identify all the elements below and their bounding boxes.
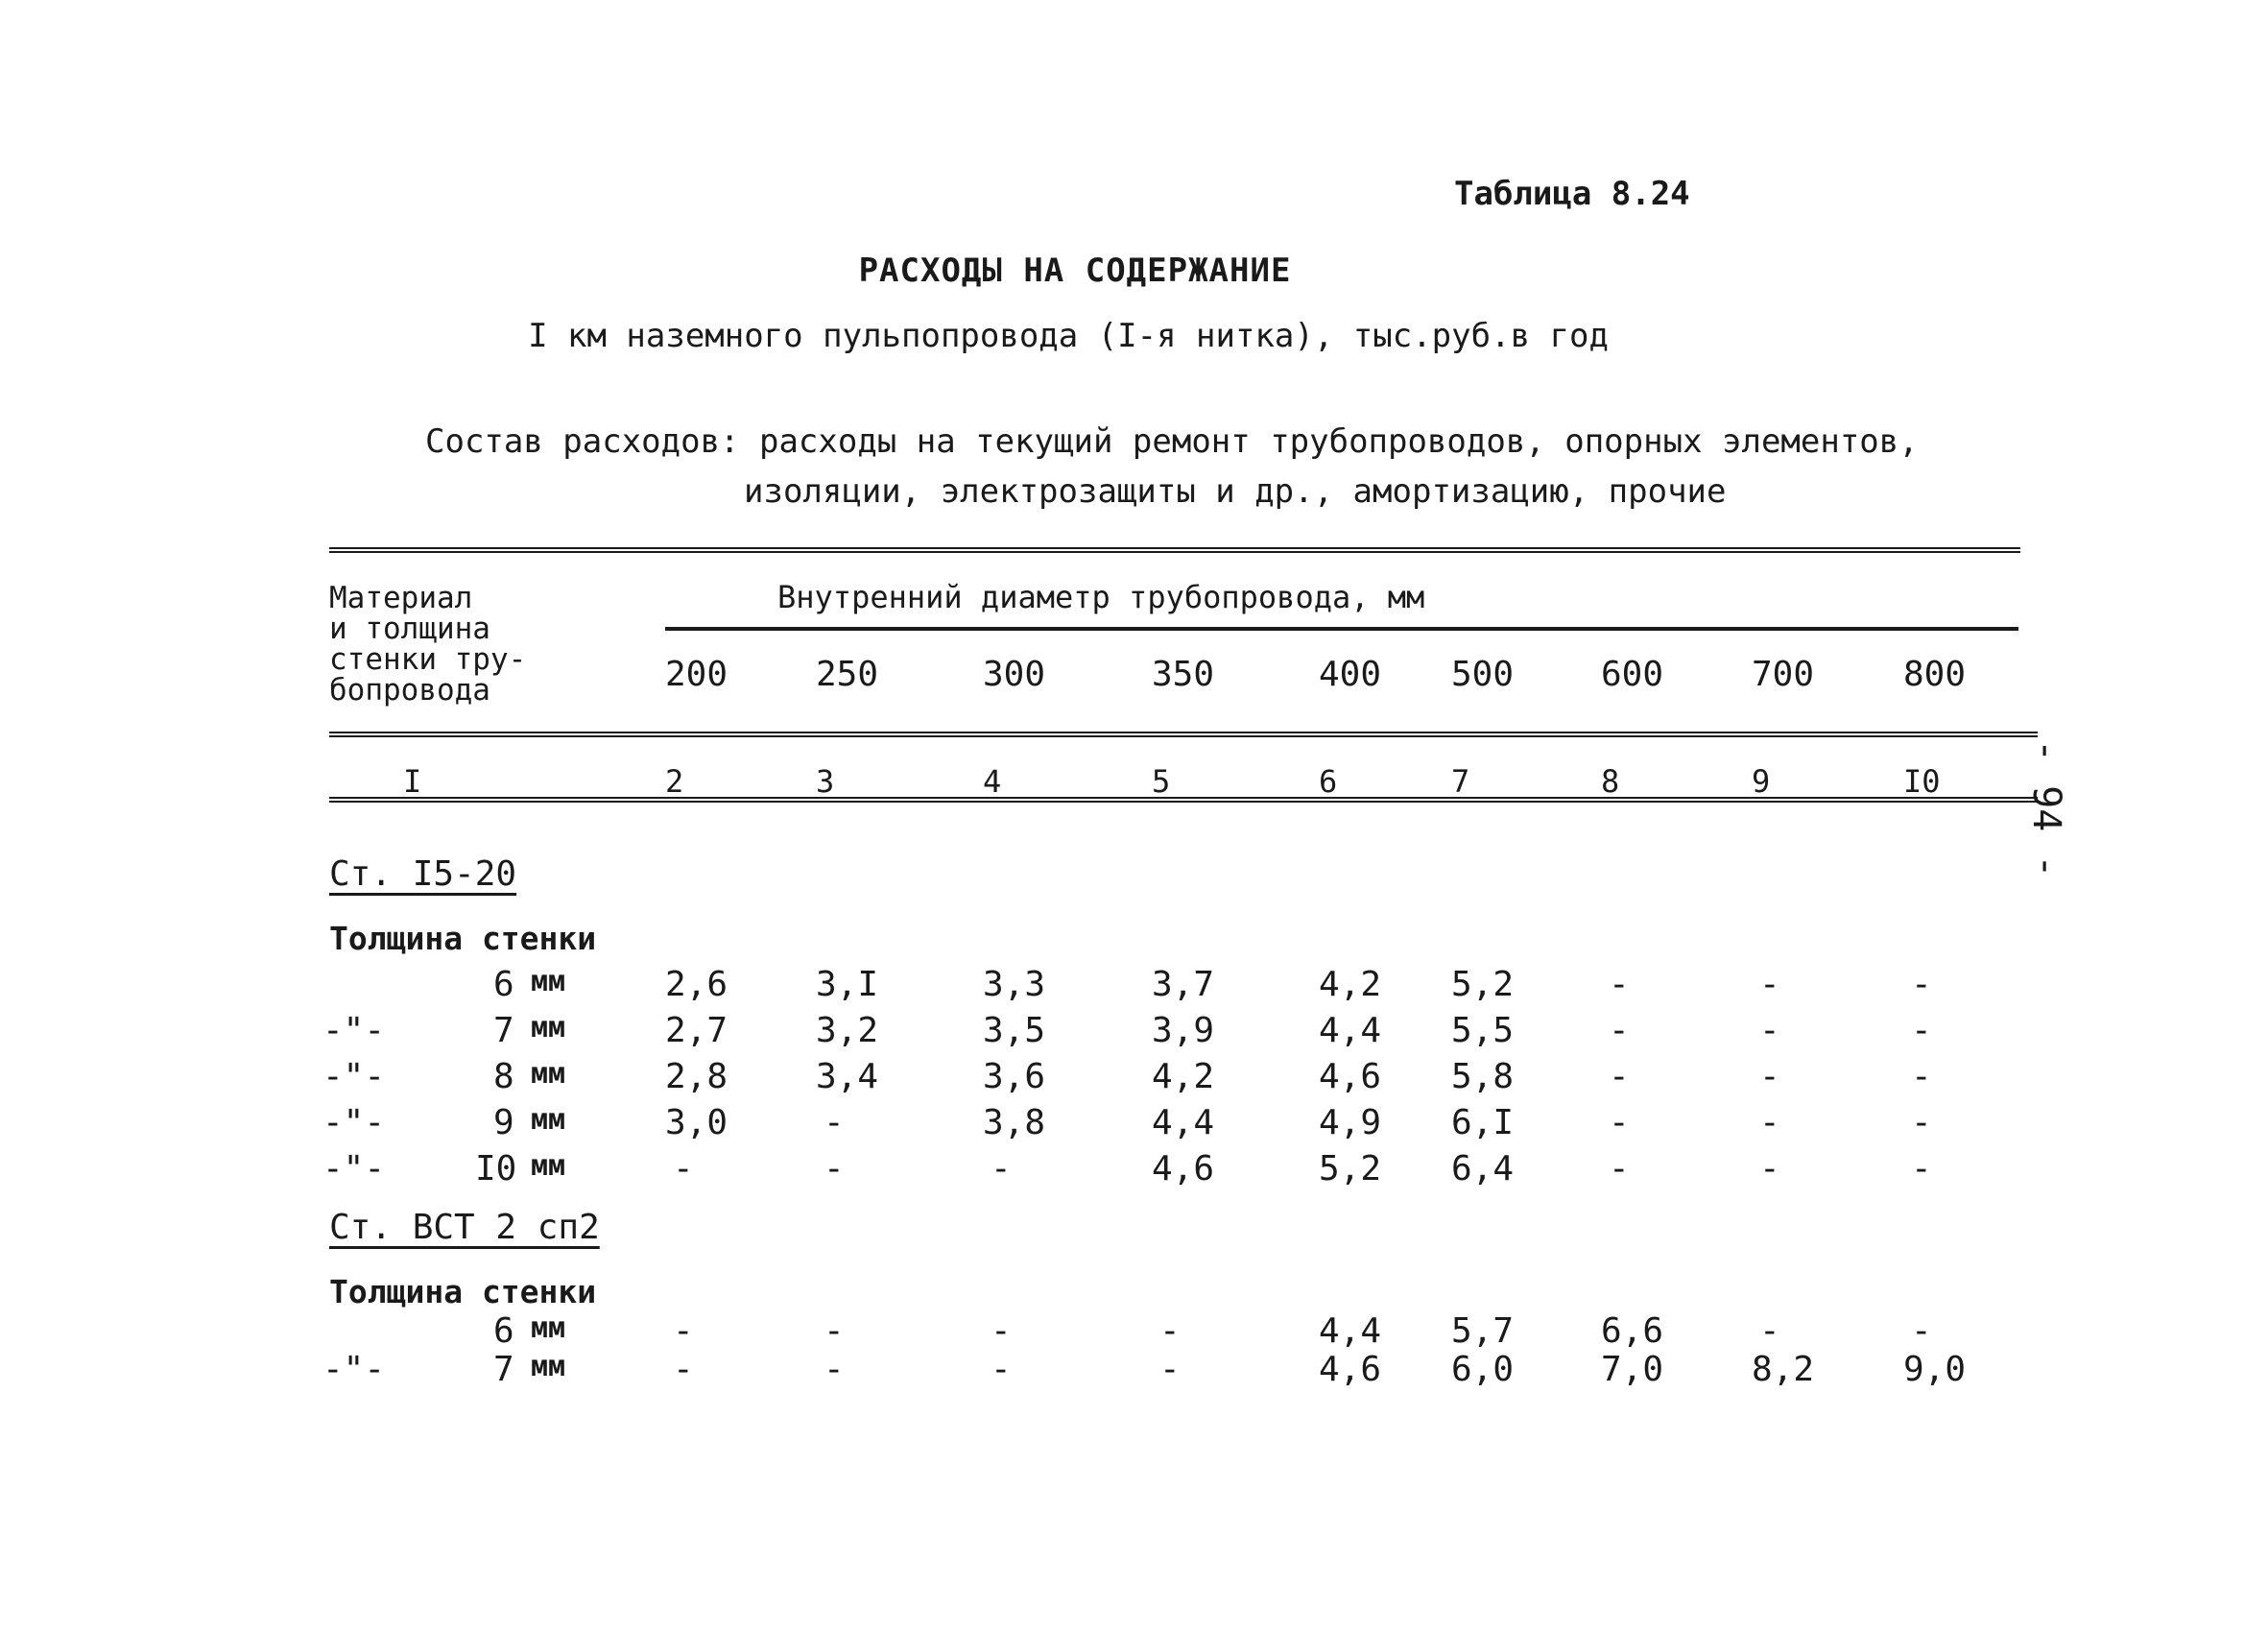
column-number-8: 8 [1601,763,1620,800]
table-title: РАСХОДЫ НА СОДЕРЖАНИЕ [858,252,1292,290]
table-cell: 6,6 [1601,1311,1664,1351]
column-number-1: I [403,763,422,800]
page-number: - 94 - [2024,739,2068,878]
table-cell: - [824,1350,845,1389]
table-cell: 6,I [1451,1103,1515,1142]
table-cell: - [1609,1057,1630,1096]
thickness-unit: мм [531,1149,566,1183]
column-number-10: I0 [1903,763,1941,800]
table-cell: 6,0 [1451,1350,1515,1389]
table-cell: - [1759,1149,1780,1189]
table-cell: - [673,1350,694,1389]
ditto-mark: -"- [322,1011,386,1050]
table-cell: 5,5 [1451,1011,1515,1050]
table-cell: - [1759,1011,1780,1050]
material-header-line-4: бопровода [329,673,490,708]
diameter-800: 800 [1903,655,1967,694]
table-cell: 3,I [816,965,879,1004]
table-cell: 7,0 [1601,1350,1664,1389]
table-cell: - [1159,1350,1181,1389]
ditto-mark: -"- [322,1350,386,1389]
column-number-6: 6 [1319,763,1338,800]
table-cell: - [1759,1057,1780,1096]
table-cell: - [1911,1057,1932,1096]
thickness-unit: мм [531,1011,566,1045]
table-cell: - [1911,1149,1932,1189]
wall-thickness: 9 [493,1103,514,1142]
table-cell: - [673,1311,694,1351]
column-number-2: 2 [665,763,684,800]
table-cell: - [991,1311,1012,1351]
table-cell: - [991,1149,1012,1189]
table-cell: 4,2 [1319,965,1382,1004]
table-cell: - [1759,1103,1780,1142]
table-cell: - [1609,965,1630,1004]
table-cell: - [1609,1149,1630,1189]
table-cell: 3,7 [1152,965,1215,1004]
table-cell: - [1609,1011,1630,1050]
table-top-rule [329,547,2020,553]
table-cell: 3,4 [816,1057,879,1096]
table-cell: - [1609,1103,1630,1142]
column-number-5: 5 [1152,763,1171,800]
diameter-500: 500 [1451,655,1515,694]
table-cell: - [1911,1103,1932,1142]
material-header-line-1: Материал [329,581,473,615]
thickness-unit: мм [531,965,566,998]
ditto-mark: -"- [322,1103,386,1142]
thickness-unit: мм [531,1103,566,1137]
section-1-title: Ст. I5-20 [329,854,517,894]
table-cell: - [824,1311,845,1351]
table-cell: 9,0 [1903,1350,1967,1389]
wall-thickness: 7 [493,1011,514,1050]
diameter-200: 200 [665,655,728,694]
table-cell: - [1159,1311,1181,1351]
table-cell: 2,7 [665,1011,728,1050]
table-cell: 6,4 [1451,1149,1515,1189]
section-2-thickness-label: Толщина стенки [329,1273,597,1310]
wall-thickness: 8 [493,1057,514,1096]
table-cell: 3,9 [1152,1011,1215,1050]
table-cell: 5,8 [1451,1057,1515,1096]
table-cell: 5,7 [1451,1311,1515,1351]
table-cell: 4,4 [1319,1011,1382,1050]
wall-thickness: 6 [493,965,514,1004]
composition-line-1: Состав расходов: расходы на текущий ремонт трубопроводов, опорных элементов, [425,422,1919,461]
table-cell: - [1911,1311,1932,1351]
table-cell: 3,8 [983,1103,1046,1142]
table-cell: 3,2 [816,1011,879,1050]
table-cell: 2,8 [665,1057,728,1096]
table-cell: 5,2 [1319,1149,1382,1189]
ditto-mark: -"- [322,1149,386,1189]
diameter-300: 300 [983,655,1046,694]
header-bottom-rule [329,732,2038,737]
table-cell: - [824,1103,845,1142]
table-cell: 5,2 [1451,965,1515,1004]
table-cell: 2,6 [665,965,728,1004]
material-header-line-3: стенки тру- [329,642,527,677]
column-number-9: 9 [1752,763,1771,800]
wall-thickness: 7 [493,1350,514,1389]
table-cell: 4,4 [1152,1103,1215,1142]
table-cell: 4,6 [1152,1149,1215,1189]
table-cell: - [1759,1311,1780,1351]
table-label: Таблица 8.24 [1454,175,1690,213]
table-cell: - [1759,965,1780,1004]
composition-line-2: изоляции, электрозащиты и др., амортизацию, прочие [744,472,1727,511]
table-cell: 3,5 [983,1011,1046,1050]
thickness-unit: мм [531,1311,566,1345]
wall-thickness: I0 [475,1149,517,1189]
table-cell: - [991,1350,1012,1389]
table-cell: 4,6 [1319,1350,1382,1389]
column-number-3: 3 [816,763,835,800]
table-subtitle: I км наземного пульпопровода (I-я нитка), тыс.руб.в год [528,317,1609,355]
table-cell: - [1911,965,1932,1004]
section-2-title: Ст. ВСТ 2 сп2 [329,1208,600,1247]
diameter-600: 600 [1601,655,1664,694]
table-cell: 3,3 [983,965,1046,1004]
section-1-thickness-label: Толщина стенки [329,920,597,957]
diameter-350: 350 [1152,655,1215,694]
ditto-mark: -"- [322,1057,386,1096]
table-cell: - [673,1149,694,1189]
table-cell: 3,6 [983,1057,1046,1096]
table-cell: 8,2 [1752,1350,1815,1389]
diameter-700: 700 [1752,655,1815,694]
diameter-250: 250 [816,655,879,694]
wall-thickness: 6 [493,1311,514,1351]
table-cell: - [824,1149,845,1189]
material-header-line-2: и толщина [329,612,490,646]
table-cell: 4,2 [1152,1057,1215,1096]
thickness-unit: мм [531,1057,566,1091]
thickness-unit: мм [531,1350,566,1383]
diameter-caption-rule [665,627,2018,631]
table-cell: 3,0 [665,1103,728,1142]
table-cell: 4,4 [1319,1311,1382,1351]
table-cell: - [1911,1011,1932,1050]
table-cell: 4,6 [1319,1057,1382,1096]
table-cell: 4,9 [1319,1103,1382,1142]
column-numbers-rule [329,797,2038,803]
diameter-caption: Внутренний диаметр трубопровода, мм [777,579,1425,615]
diameter-400: 400 [1319,655,1382,694]
column-number-7: 7 [1451,763,1470,800]
column-number-4: 4 [983,763,1002,800]
